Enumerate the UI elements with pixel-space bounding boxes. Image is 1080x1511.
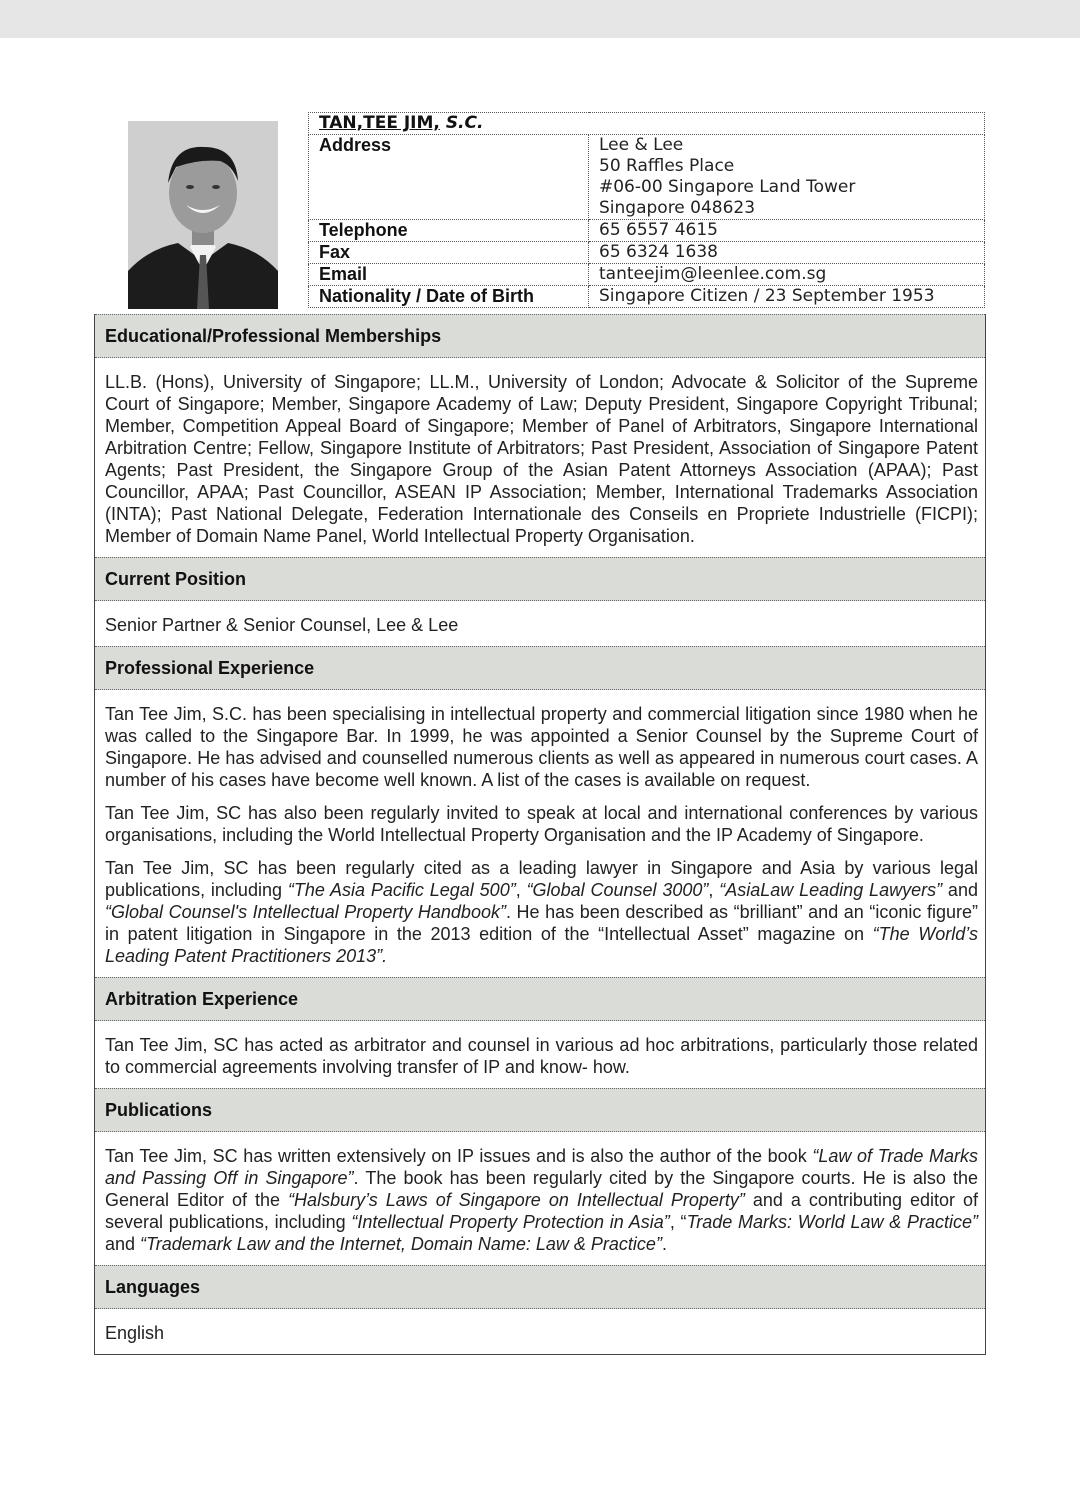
profile-photo (128, 121, 278, 309)
publication-title: “Trademark Law and the Internet, Domain Name: Law & Practice” (140, 1234, 662, 1254)
publication-title: “AsiaLaw Leading Lawyers” (719, 880, 943, 900)
nationality-label: Nationality / Date of Birth (309, 286, 589, 308)
arbitration-experience-heading: Arbitration Experience (95, 977, 985, 1021)
text-run: , (515, 880, 527, 900)
text-run: and (105, 1234, 141, 1254)
contact-info-table (308, 112, 985, 308)
publication-title: “The World’s Leading Patent Practitioners 2013”. (105, 924, 978, 966)
current-position-body (95, 601, 985, 646)
person-name-suffix: S.C. (445, 113, 484, 133)
address-line: Lee & Lee (599, 135, 684, 155)
email-value[interactable]: tanteejim@leenlee.com.sg (589, 264, 985, 286)
professional-experience-heading: Professional Experience (95, 646, 985, 690)
email-row (309, 264, 985, 286)
languages-body (95, 1309, 985, 1354)
publication-title: Trade Marks: World Law & Practice” (686, 1212, 978, 1232)
languages-text: English (105, 1323, 165, 1343)
text-run: Tan Tee Jim, SC has written extensively on IP issues and is also the author of the book (105, 1146, 813, 1166)
viewer-top-bar (0, 0, 1080, 38)
text-run: . (661, 1234, 667, 1254)
experience-paragraph-1: Tan Tee Jim, S.C. has been specialising in intellectual property and commercial litigation since 1980 when he was called to the Singapore Bar. In 1999, he was appointed a Senior Counsel by the Supreme Court of Singapore. He has advised and counselled numerous clients as well as appeared in numerous court cases. A number of his cases have become well known. A list of the cases is available on request. (105, 704, 978, 790)
memberships-text: LL.B. (Hons), University of Singapore; LL.M., University of London; Advocate & Solicitor of the Supreme Court of Singapore; Member, Singapore Academy of Law; Deputy President, Singapore Copyright Tribunal; Member, Competition Appeal Board of Singapore; Member of Panel of Arbitrators, Singapore International Arbitration Centre; Fellow, Singapore Institute of Arbitrators; Past President, Association of Singapore Patent Agents; Past President, the Singapore Group of the Asian Patent Attorneys Association (APAA); Past Councillor, APAA; Past Councillor, ASEAN IP Association; Member, International Trademarks Association (INTA); Past National Delegate, Federation Internationale des Conseils en Propriete Industrielle (FICPI); Member of Domain Name Panel, World Intellectual Property Organisation. (105, 372, 978, 546)
publication-title: “Global Counsel's Intellectual Property Handbook” (105, 902, 506, 922)
text-run: , (708, 880, 720, 900)
current-position-text: Senior Partner & Senior Counsel, Lee & Lee (105, 615, 459, 635)
arbitration-experience-body (95, 1021, 985, 1088)
cv-sections (94, 314, 986, 1355)
memberships-body (95, 358, 985, 557)
publications-body (95, 1132, 985, 1265)
publications-heading: Publications (95, 1088, 985, 1132)
publication-title: “Law of Trade Marks and Passing Off in Singapore” (105, 1146, 978, 1188)
text-run: and a contributing editor of several publications, including (105, 1190, 978, 1232)
address-value (589, 135, 985, 220)
professional-experience-body (95, 690, 985, 977)
email-label: Email (309, 264, 589, 286)
memberships-heading: Educational/Professional Memberships (95, 314, 985, 358)
publications-text (105, 1145, 978, 1255)
arbitration-text: Tan Tee Jim, SC has acted as arbitrator and counsel in various ad hoc arbitrations, particularly those related to commercial agreements involving transfer of IP and know- how. (105, 1035, 978, 1077)
telephone-value: 65 6557 4615 (589, 220, 985, 242)
publication-title: “Global Counsel 3000” (526, 880, 709, 900)
text-run: . He has been described as “brilliant” and an “iconic figure” in patent litigation in Singapore in the 2013 edition of the “Intellectual Asset” magazine on (105, 902, 978, 944)
publication-title: “Halsbury’s Laws of Singapore on Intellectual Property” (288, 1190, 745, 1210)
person-name (309, 113, 985, 135)
nationality-value: Singapore Citizen / 23 September 1953 (589, 286, 985, 308)
text-run: Tan Tee Jim, SC has been regularly cited as a leading lawyer in Singapore and Asia by various legal publications, including (105, 858, 978, 900)
person-name-text: TAN,TEE JIM, (319, 113, 440, 133)
address-line: 50 Raffles Place (599, 156, 735, 176)
current-position-heading: Current Position (95, 557, 985, 601)
publication-title: “Intellectual Property Protection in Asia” (351, 1212, 670, 1232)
name-row (309, 113, 985, 135)
address-line: #06-00 Singapore Land Tower (599, 177, 856, 197)
experience-paragraph-3 (105, 857, 978, 967)
address-line: Singapore 048623 (599, 198, 756, 218)
telephone-row (309, 220, 985, 242)
text-run: . The book has been regularly cited by the Singapore courts. He is also the General Editor of the (105, 1168, 978, 1210)
languages-heading: Languages (95, 1265, 985, 1309)
address-label: Address (309, 135, 589, 220)
address-row (309, 135, 985, 220)
publication-title: “The Asia Pacific Legal 500” (287, 880, 516, 900)
experience-paragraph-2: Tan Tee Jim, SC has also been regularly invited to speak at local and international conferences by various organisations, including the World Intellectual Property Organisation and the IP Academy of Singapore. (105, 803, 978, 845)
fax-value: 65 6324 1638 (589, 242, 985, 264)
text-run: , “ (669, 1212, 687, 1232)
nationality-row (309, 286, 985, 308)
telephone-label: Telephone (309, 220, 589, 242)
fax-label: Fax (309, 242, 589, 264)
text-run: and (942, 880, 978, 900)
fax-row (309, 242, 985, 264)
